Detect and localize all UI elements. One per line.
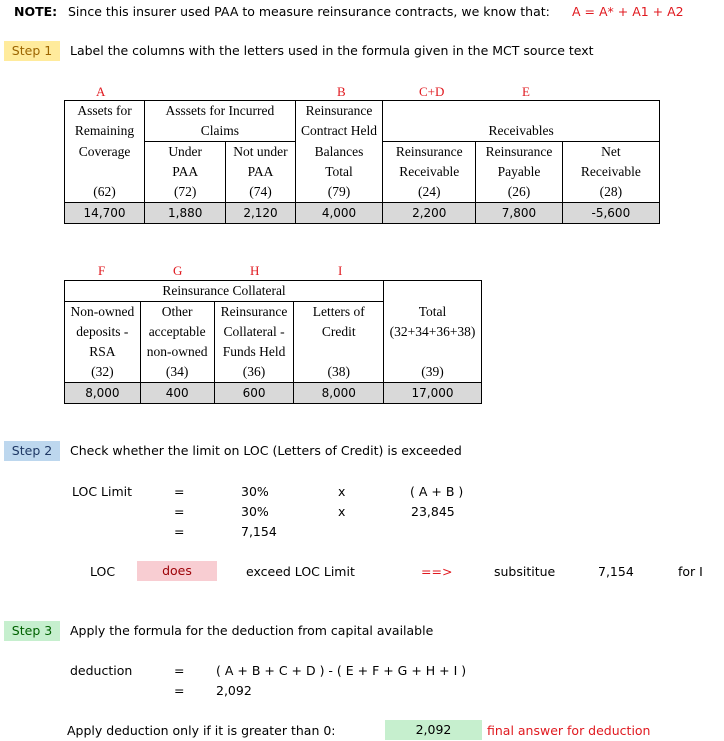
other-h1: Other — [140, 302, 214, 323]
letter-h: H — [250, 263, 260, 278]
reins-receivable-h2: Receivable — [383, 162, 476, 182]
code-24: (24) — [383, 182, 476, 203]
deduction-value: 2,092 — [216, 683, 252, 698]
final-label: final answer for deduction — [487, 723, 651, 738]
loc-h2: Credit — [294, 322, 384, 342]
step1-badge: Step 1 — [4, 41, 60, 61]
final-value: 2,092 — [385, 720, 482, 740]
assets-remaining-h1: Assets for — [65, 101, 145, 122]
reins-collateral-h2: Collateral - — [214, 322, 294, 342]
reins-contract-h1: Reinsurance — [295, 101, 383, 122]
letter-i: I — [338, 263, 343, 278]
reins-contract-h3: Balances — [295, 142, 383, 163]
reins-payable-h2: Payable — [476, 162, 563, 182]
letter-e: E — [522, 84, 530, 99]
nonowned-h1: Non-owned — [65, 302, 141, 323]
reins-contract-h2: Contract Held — [295, 121, 383, 142]
code-79: (79) — [295, 182, 383, 203]
code-62: (62) — [65, 182, 145, 203]
value-total: 17,000 — [384, 383, 482, 404]
code-39: (39) — [384, 362, 482, 383]
assets-remaining-h3: Coverage — [65, 142, 145, 163]
letter-g: G — [173, 263, 183, 278]
assets-incurred-h2: Claims — [145, 121, 296, 142]
times-2: x — [338, 504, 346, 519]
ab-value: 23,845 — [411, 504, 455, 519]
collateral-header: Reinsurance Collateral — [65, 281, 384, 302]
value-other: 400 — [140, 383, 214, 404]
code-36: (36) — [214, 362, 294, 383]
not-under-paa-h2: PAA — [226, 162, 295, 182]
code-38: (38) — [294, 362, 384, 383]
code-26: (26) — [476, 182, 563, 203]
not-under-paa-h1: Not under — [226, 142, 295, 163]
does-highlight: does — [137, 561, 217, 581]
code-74: (74) — [226, 182, 295, 203]
value-net-receivable: -5,600 — [562, 203, 659, 224]
reins-contract-h4: Total — [295, 162, 383, 182]
reins-payable-h1: Reinsurance — [476, 142, 563, 163]
loc-limit-label: LOC Limit — [72, 484, 133, 499]
substitute-label: subsititue — [494, 564, 556, 579]
value-not-under-paa: 2,120 — [226, 203, 295, 224]
step2-badge: Step 2 — [4, 441, 60, 461]
other-h2: acceptable — [140, 322, 214, 342]
letter-cd: C+D — [419, 84, 445, 99]
deduction-label: deduction — [70, 663, 133, 678]
pct-1: 30% — [241, 484, 269, 499]
under-paa-h1: Under — [145, 142, 226, 163]
ab-label: ( A + B ) — [410, 484, 464, 499]
eq-2: = — [174, 504, 185, 519]
code-72: (72) — [145, 182, 226, 203]
eq-3: = — [174, 524, 185, 539]
step2-text: Check whether the limit on LOC (Letters of Credit) is exceeded — [70, 443, 462, 458]
net-receivable-h2: Receivable — [562, 162, 659, 182]
apply-text: Apply deduction only if it is greater than 0: — [67, 723, 336, 738]
receivables-header: Receivables — [383, 121, 660, 142]
substitute-value: 7,154 — [598, 564, 634, 579]
nonowned-h2: deposits - — [65, 322, 141, 342]
step1-text: Label the columns with the letters used in the formula given in the MCT source text — [70, 43, 594, 58]
exceed-text: exceed LOC Limit — [246, 564, 355, 579]
assets-remaining-h2: Remaining — [65, 121, 145, 142]
net-receivable-h1: Net — [562, 142, 659, 163]
code-28: (28) — [562, 182, 659, 203]
value-under-paa: 1,880 — [145, 203, 226, 224]
eq-4: = — [174, 663, 185, 678]
loc-limit-result: 7,154 — [241, 524, 277, 539]
reins-receivable-h1: Reinsurance — [383, 142, 476, 163]
eq-1: = — [174, 484, 185, 499]
code-34: (34) — [140, 362, 214, 383]
letter-f: F — [98, 263, 106, 278]
value-loc: 8,000 — [294, 383, 384, 404]
value-reins-payable: 7,800 — [476, 203, 563, 224]
loc-label: LOC — [90, 564, 116, 579]
under-paa-h2: PAA — [145, 162, 226, 182]
code-32: (32) — [65, 362, 141, 383]
nonowned-h3: RSA — [65, 342, 141, 362]
times-1: x — [338, 484, 346, 499]
letter-a: A — [96, 84, 106, 99]
value-reins-contract: 4,000 — [295, 203, 383, 224]
total-h2: (32+34+36+38) — [384, 322, 482, 342]
note-formula: A = A* + A1 + A2 — [572, 4, 684, 19]
letter-b: B — [337, 84, 346, 99]
reins-collateral-h3: Funds Held — [214, 342, 294, 362]
value-reins-receivable: 2,200 — [383, 203, 476, 224]
other-h3: non-owned — [140, 342, 214, 362]
step3-text: Apply the formula for the deduction from capital available — [70, 623, 434, 638]
value-nonowned: 8,000 — [65, 383, 141, 404]
for-i-text: for I — [678, 564, 703, 579]
pct-2: 30% — [241, 504, 269, 519]
value-reins-collateral: 600 — [214, 383, 294, 404]
step3-badge: Step 3 — [4, 621, 60, 641]
eq-5: = — [174, 683, 185, 698]
note-text: Since this insurer used PAA to measure reinsurance contracts, we know that: — [68, 4, 550, 19]
reinsurance-collateral-table — [64, 280, 482, 404]
deduction-formula: ( A + B + C + D ) - ( E + F + G + H + I ) — [216, 663, 467, 678]
value-assets-remaining: 14,700 — [65, 203, 145, 224]
arrow: ==> — [421, 564, 453, 579]
reins-collateral-h1: Reinsurance — [214, 302, 294, 323]
assets-incurred-h1: Asssets for Incurred — [145, 101, 296, 122]
note-label: NOTE: — [14, 4, 58, 19]
reinsurance-balances-table — [64, 100, 660, 224]
loc-h1: Letters of — [294, 302, 384, 323]
total-h1: Total — [384, 302, 482, 323]
